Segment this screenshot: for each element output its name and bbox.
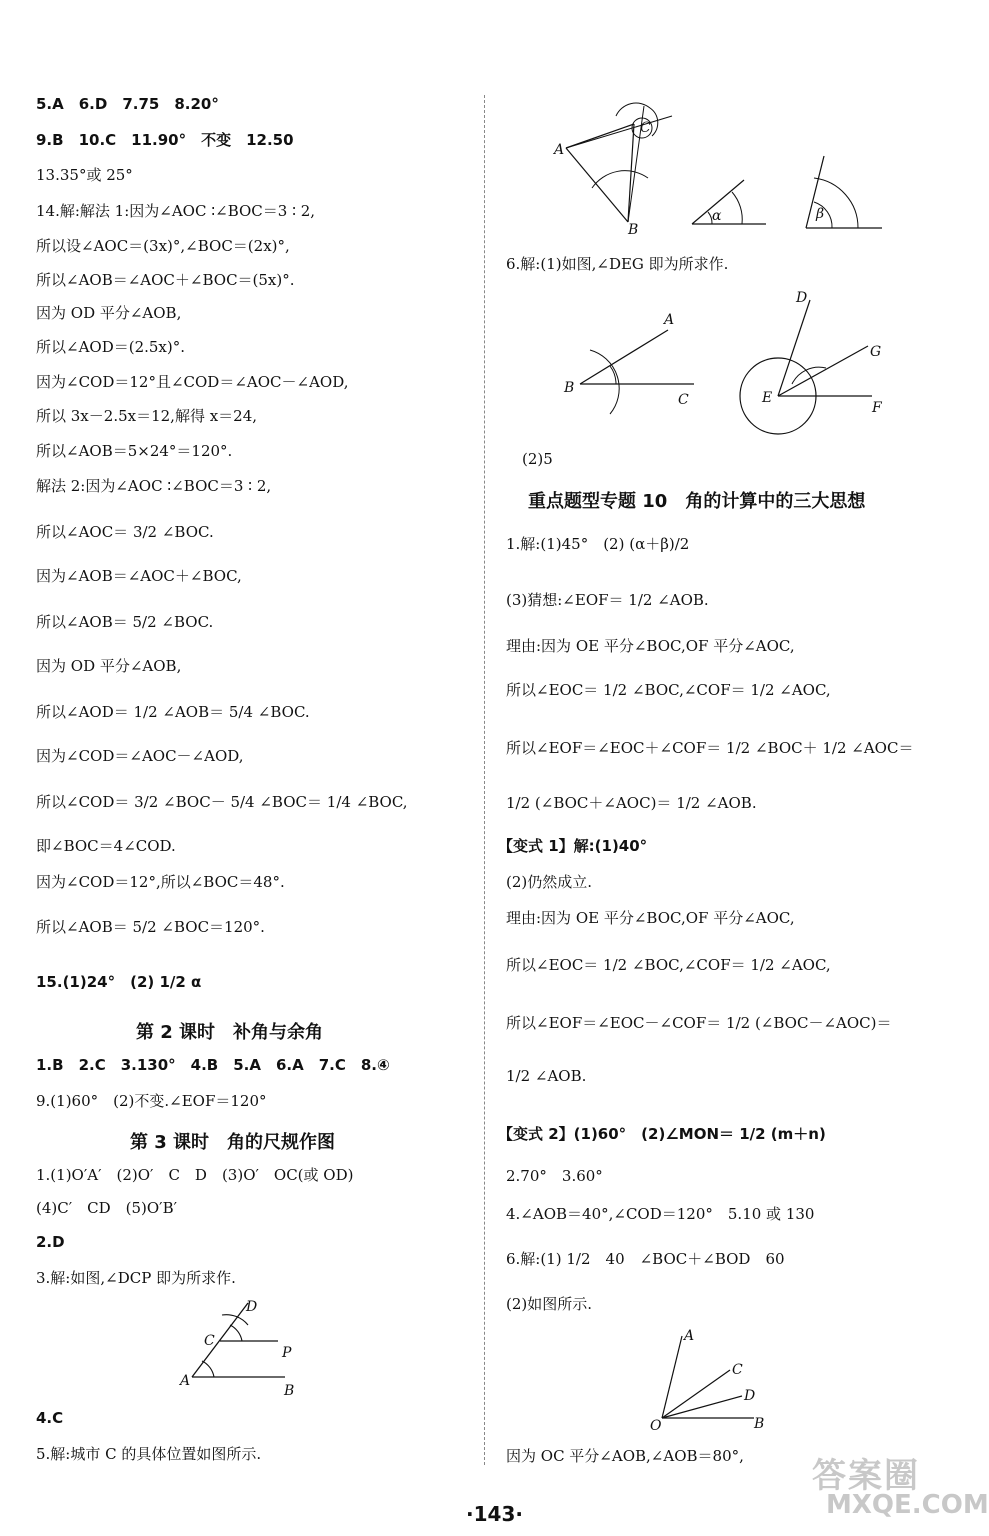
answer-line: 所以∠AOC＝ 3/2 ∠BOC. — [36, 523, 214, 541]
answer-line: 2.70° 3.60° — [506, 1167, 603, 1185]
answer-line: 所以 3x－2.5x＝12,解得 x＝24, — [36, 407, 258, 425]
label-a: A — [684, 1328, 695, 1344]
answer-line: 所以∠COD＝ 3/2 ∠BOC－ 5/4 ∠BOC＝ 1/4 ∠BOC, — [36, 793, 408, 811]
answer-line: 4.C — [36, 1409, 64, 1427]
answer-line: 9.(1)60° (2)不变.∠EOF＝120° — [36, 1092, 267, 1110]
figure-city-c — [552, 96, 892, 236]
answer-line: (2)仍然成立. — [506, 873, 593, 891]
label-b: B — [284, 1383, 295, 1399]
answer-line: 因为∠COD＝∠AOC－∠AOD, — [36, 747, 244, 765]
answer-line: 1.(1)O′A′ (2)O′ C D (3)O′ OC(或 OD) — [36, 1166, 354, 1184]
answer-line: (4)C′ CD (5)O′B′ — [36, 1199, 178, 1217]
figure-rays-oabcd — [644, 1322, 784, 1438]
label-b: B — [628, 222, 639, 238]
answer-line: 15.(1)24° (2) 1/2 α — [36, 973, 202, 991]
label-d: D — [744, 1388, 756, 1404]
label-b: B — [564, 380, 575, 396]
answer-line: 即∠BOC＝4∠COD. — [36, 837, 176, 855]
answer-line: 3.解:如图,∠DCP 即为所求作. — [36, 1269, 236, 1287]
answer-line: 所以∠AOB＝ 5/2 ∠BOC＝120°. — [36, 918, 265, 936]
label-d: D — [246, 1299, 258, 1315]
answer-line: 13.35°或 25° — [36, 166, 133, 184]
answer-line: 因为∠AOB＝∠AOC＋∠BOC, — [36, 567, 242, 585]
answer-line: 因为∠COD＝12°,所以∠BOC＝48°. — [36, 873, 285, 891]
answer-line: 所以∠AOB＝ 5/2 ∠BOC. — [36, 613, 214, 631]
answer-line: 因为 OD 平分∠AOB, — [36, 657, 182, 675]
label-c: C — [640, 120, 651, 136]
answer-line: 1.解:(1)45° (2) (α＋β)/2 — [506, 535, 690, 553]
figure-angle-dcp — [170, 1295, 310, 1405]
answer-line: 理由:因为 OE 平分∠BOC,OF 平分∠AOC, — [506, 909, 795, 927]
label-c: C — [204, 1333, 215, 1349]
section-heading: 第 3 课时 角的尺规作图 — [130, 1132, 336, 1153]
section-heading: 第 2 课时 补角与余角 — [136, 1022, 324, 1043]
label-g: G — [870, 344, 882, 360]
answer-line: 所以∠AOD＝ 1/2 ∠AOB＝ 5/4 ∠BOC. — [36, 703, 310, 721]
answer-line: (2)如图所示. — [506, 1295, 593, 1313]
answer-line: 6.解:(1) 1/2 40 ∠BOC＋∠BOD 60 — [506, 1250, 785, 1268]
answer-line: 所以∠EOF＝∠EOC－∠COF＝ 1/2 (∠BOC－∠AOC)＝ — [506, 1014, 892, 1032]
answer-line: 【变式 1】解:(1)40° — [498, 837, 648, 855]
column-divider — [484, 95, 485, 1465]
answer-line: 因为 OC 平分∠AOB,∠AOB＝80°, — [506, 1447, 744, 1465]
answer-line: 所以∠EOC＝ 1/2 ∠BOC,∠COF＝ 1/2 ∠AOC, — [506, 956, 831, 974]
label-c: C — [678, 392, 689, 408]
label-o: O — [650, 1418, 662, 1434]
answer-line: 所以∠EOC＝ 1/2 ∠BOC,∠COF＝ 1/2 ∠AOC, — [506, 681, 831, 699]
label-d: D — [796, 290, 808, 306]
answer-line: 14.解:解法 1:因为∠AOC ∶∠BOC＝3 ∶ 2, — [36, 202, 316, 220]
answer-line: 4.∠AOB＝40°,∠COD＝120° 5.10 或 130 — [506, 1205, 815, 1223]
answer-line: 1/2 (∠BOC＋∠AOC)＝ 1/2 ∠AOB. — [506, 794, 757, 812]
answer-line: 所以∠EOF＝∠EOC＋∠COF＝ 1/2 ∠BOC＋ 1/2 ∠AOC＝ — [506, 739, 914, 757]
figure-angle-deg — [560, 288, 900, 438]
answer-line: 1.B 2.C 3.130° 4.B 5.A 6.A 7.C 8.④ — [36, 1056, 390, 1074]
label-c: C — [732, 1362, 743, 1378]
answer-line: 因为∠COD＝12°且∠COD＝∠AOC－∠AOD, — [36, 373, 349, 391]
watermark-logo: 答案圈 — [812, 1456, 920, 1496]
answer-line: 5.A 6.D 7.75 8.20° — [36, 95, 219, 113]
answer-line: 1/2 ∠AOB. — [506, 1067, 587, 1085]
answer-line: 所以∠AOB＝∠AOC＋∠BOC＝(5x)°. — [36, 271, 295, 289]
watermark-url: MXQE.COM — [826, 1490, 989, 1520]
label-a: A — [180, 1373, 191, 1389]
label-p: P — [282, 1345, 292, 1361]
label-b: B — [754, 1416, 765, 1432]
answer-line: 解法 2:因为∠AOC ∶∠BOC＝3 ∶ 2, — [36, 477, 272, 495]
answer-line: (2)5 — [522, 450, 553, 468]
label-beta: β — [816, 206, 825, 222]
answer-line: 6.解:(1)如图,∠DEG 即为所求作. — [506, 255, 729, 273]
label-a: A — [664, 312, 675, 328]
answer-line: 9.B 10.C 11.90° 不变 12.50 — [36, 131, 294, 149]
answer-line: 【变式 2】(1)60° (2)∠MON＝ 1/2 (m＋n) — [498, 1125, 826, 1143]
answer-line: 5.解:城市 C 的具体位置如图所示. — [36, 1445, 262, 1463]
label-e: E — [762, 390, 773, 406]
answer-line: 2.D — [36, 1233, 65, 1251]
answer-line: (3)猜想:∠EOF＝ 1/2 ∠AOB. — [506, 591, 709, 609]
answer-line: 所以∠AOB＝5×24°＝120°. — [36, 442, 233, 460]
page-number: ·143· — [466, 1502, 523, 1526]
label-f: F — [872, 400, 882, 416]
section-heading: 重点题型专题 10 角的计算中的三大思想 — [528, 491, 866, 512]
answer-line: 所以设∠AOC＝(3x)°,∠BOC＝(2x)°, — [36, 237, 290, 255]
label-a: A — [554, 142, 565, 158]
answer-line: 所以∠AOD＝(2.5x)°. — [36, 338, 186, 356]
answer-line: 理由:因为 OE 平分∠BOC,OF 平分∠AOC, — [506, 637, 795, 655]
answer-line: 因为 OD 平分∠AOB, — [36, 304, 182, 322]
label-alpha: α — [712, 208, 722, 224]
